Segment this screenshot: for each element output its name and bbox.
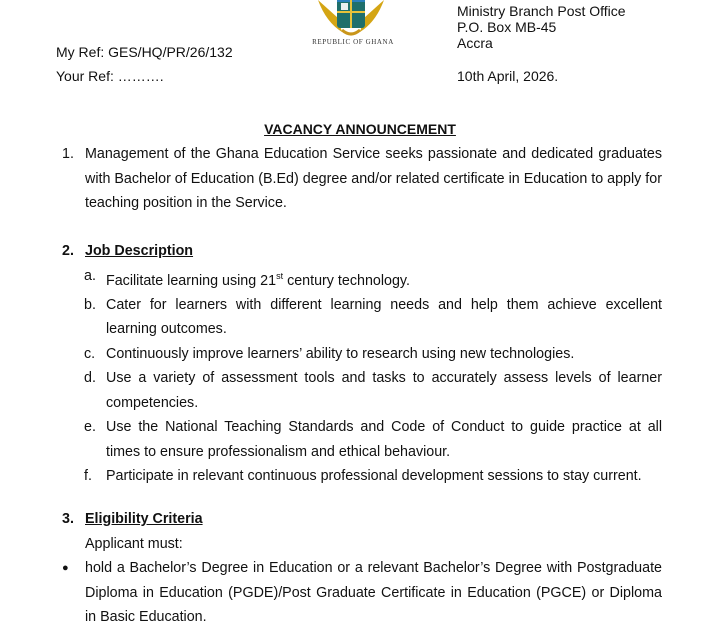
item-label: b.: [84, 296, 96, 313]
item-label: d.: [84, 370, 96, 387]
section-heading: Eligibility Criteria: [85, 511, 203, 527]
eligibility-intro: Applicant must:: [85, 535, 183, 552]
eligibility-section: [62, 507, 662, 630]
address-line: Ministry Branch Post Office: [457, 3, 626, 19]
item-text: Use the National Teaching Standards and Code of Conduct to guide practice at all times to ensure professionalism and ethical behaviour.: [106, 419, 662, 460]
ghana-coat-of-arms-icon: [308, 0, 394, 40]
job-item: [62, 264, 662, 293]
section-number: 3.: [62, 511, 74, 527]
item-text: Participate in relevant continuous professional development sessions to stay current.: [106, 468, 642, 485]
crest-caption: REPUBLIC OF GHANA: [312, 38, 394, 46]
item-label: e.: [84, 419, 96, 436]
intro-text: Management of the Ghana Education Service seeks passionate and dedicated graduates with Bachelor of Education (B.Ed) degree and/or related certificate in Education to apply for teaching position in the Service.: [85, 146, 662, 211]
job-item: [62, 464, 662, 489]
eligibility-bullet: [62, 556, 662, 630]
job-item: [62, 366, 662, 415]
section-number: 1.: [62, 146, 74, 162]
item-text: Use a variety of assessment tools and tasks to accurately assess levels of learner competencies.: [106, 370, 662, 411]
item-label: a.: [84, 267, 96, 284]
item-text: century technology.: [283, 272, 410, 289]
job-description-section: [62, 239, 662, 489]
item-label: c.: [84, 345, 96, 362]
document-title: VACANCY ANNOUNCEMENT: [264, 121, 456, 137]
letter-date: 10th April, 2026.: [457, 68, 559, 84]
job-item: [62, 342, 662, 367]
item-text: Facilitate learning using 21: [106, 272, 277, 289]
section-number: 2.: [62, 243, 74, 259]
your-reference: Your Ref: ……….: [56, 68, 164, 84]
job-item: [62, 415, 662, 464]
superscript: st: [276, 270, 284, 281]
item-text: Continuously improve learners’ ability to research using new technologies.: [106, 345, 575, 362]
item-label: f.: [84, 468, 92, 485]
item-text: Cater for learners with different learning needs and help them achieve excellent learning outcomes.: [106, 296, 662, 338]
job-item: [62, 293, 662, 342]
bullet-text: hold a Bachelor’s Degree in Education or a relevant Bachelor’s Degree with Postgraduate Diploma in Education (PGDE)/Post Graduate Certificate in Education (PGCE) or Diploma in Basic Education.: [85, 560, 662, 625]
my-reference: My Ref: GES/HQ/PR/26/132: [56, 44, 233, 60]
intro-paragraph: [62, 142, 662, 216]
bullet-icon: ●: [62, 562, 69, 574]
section-heading: Job Description: [85, 243, 194, 259]
sender-address: [457, 3, 626, 51]
address-line: P.O. Box MB-45: [457, 19, 557, 35]
address-line: Accra: [457, 35, 493, 51]
